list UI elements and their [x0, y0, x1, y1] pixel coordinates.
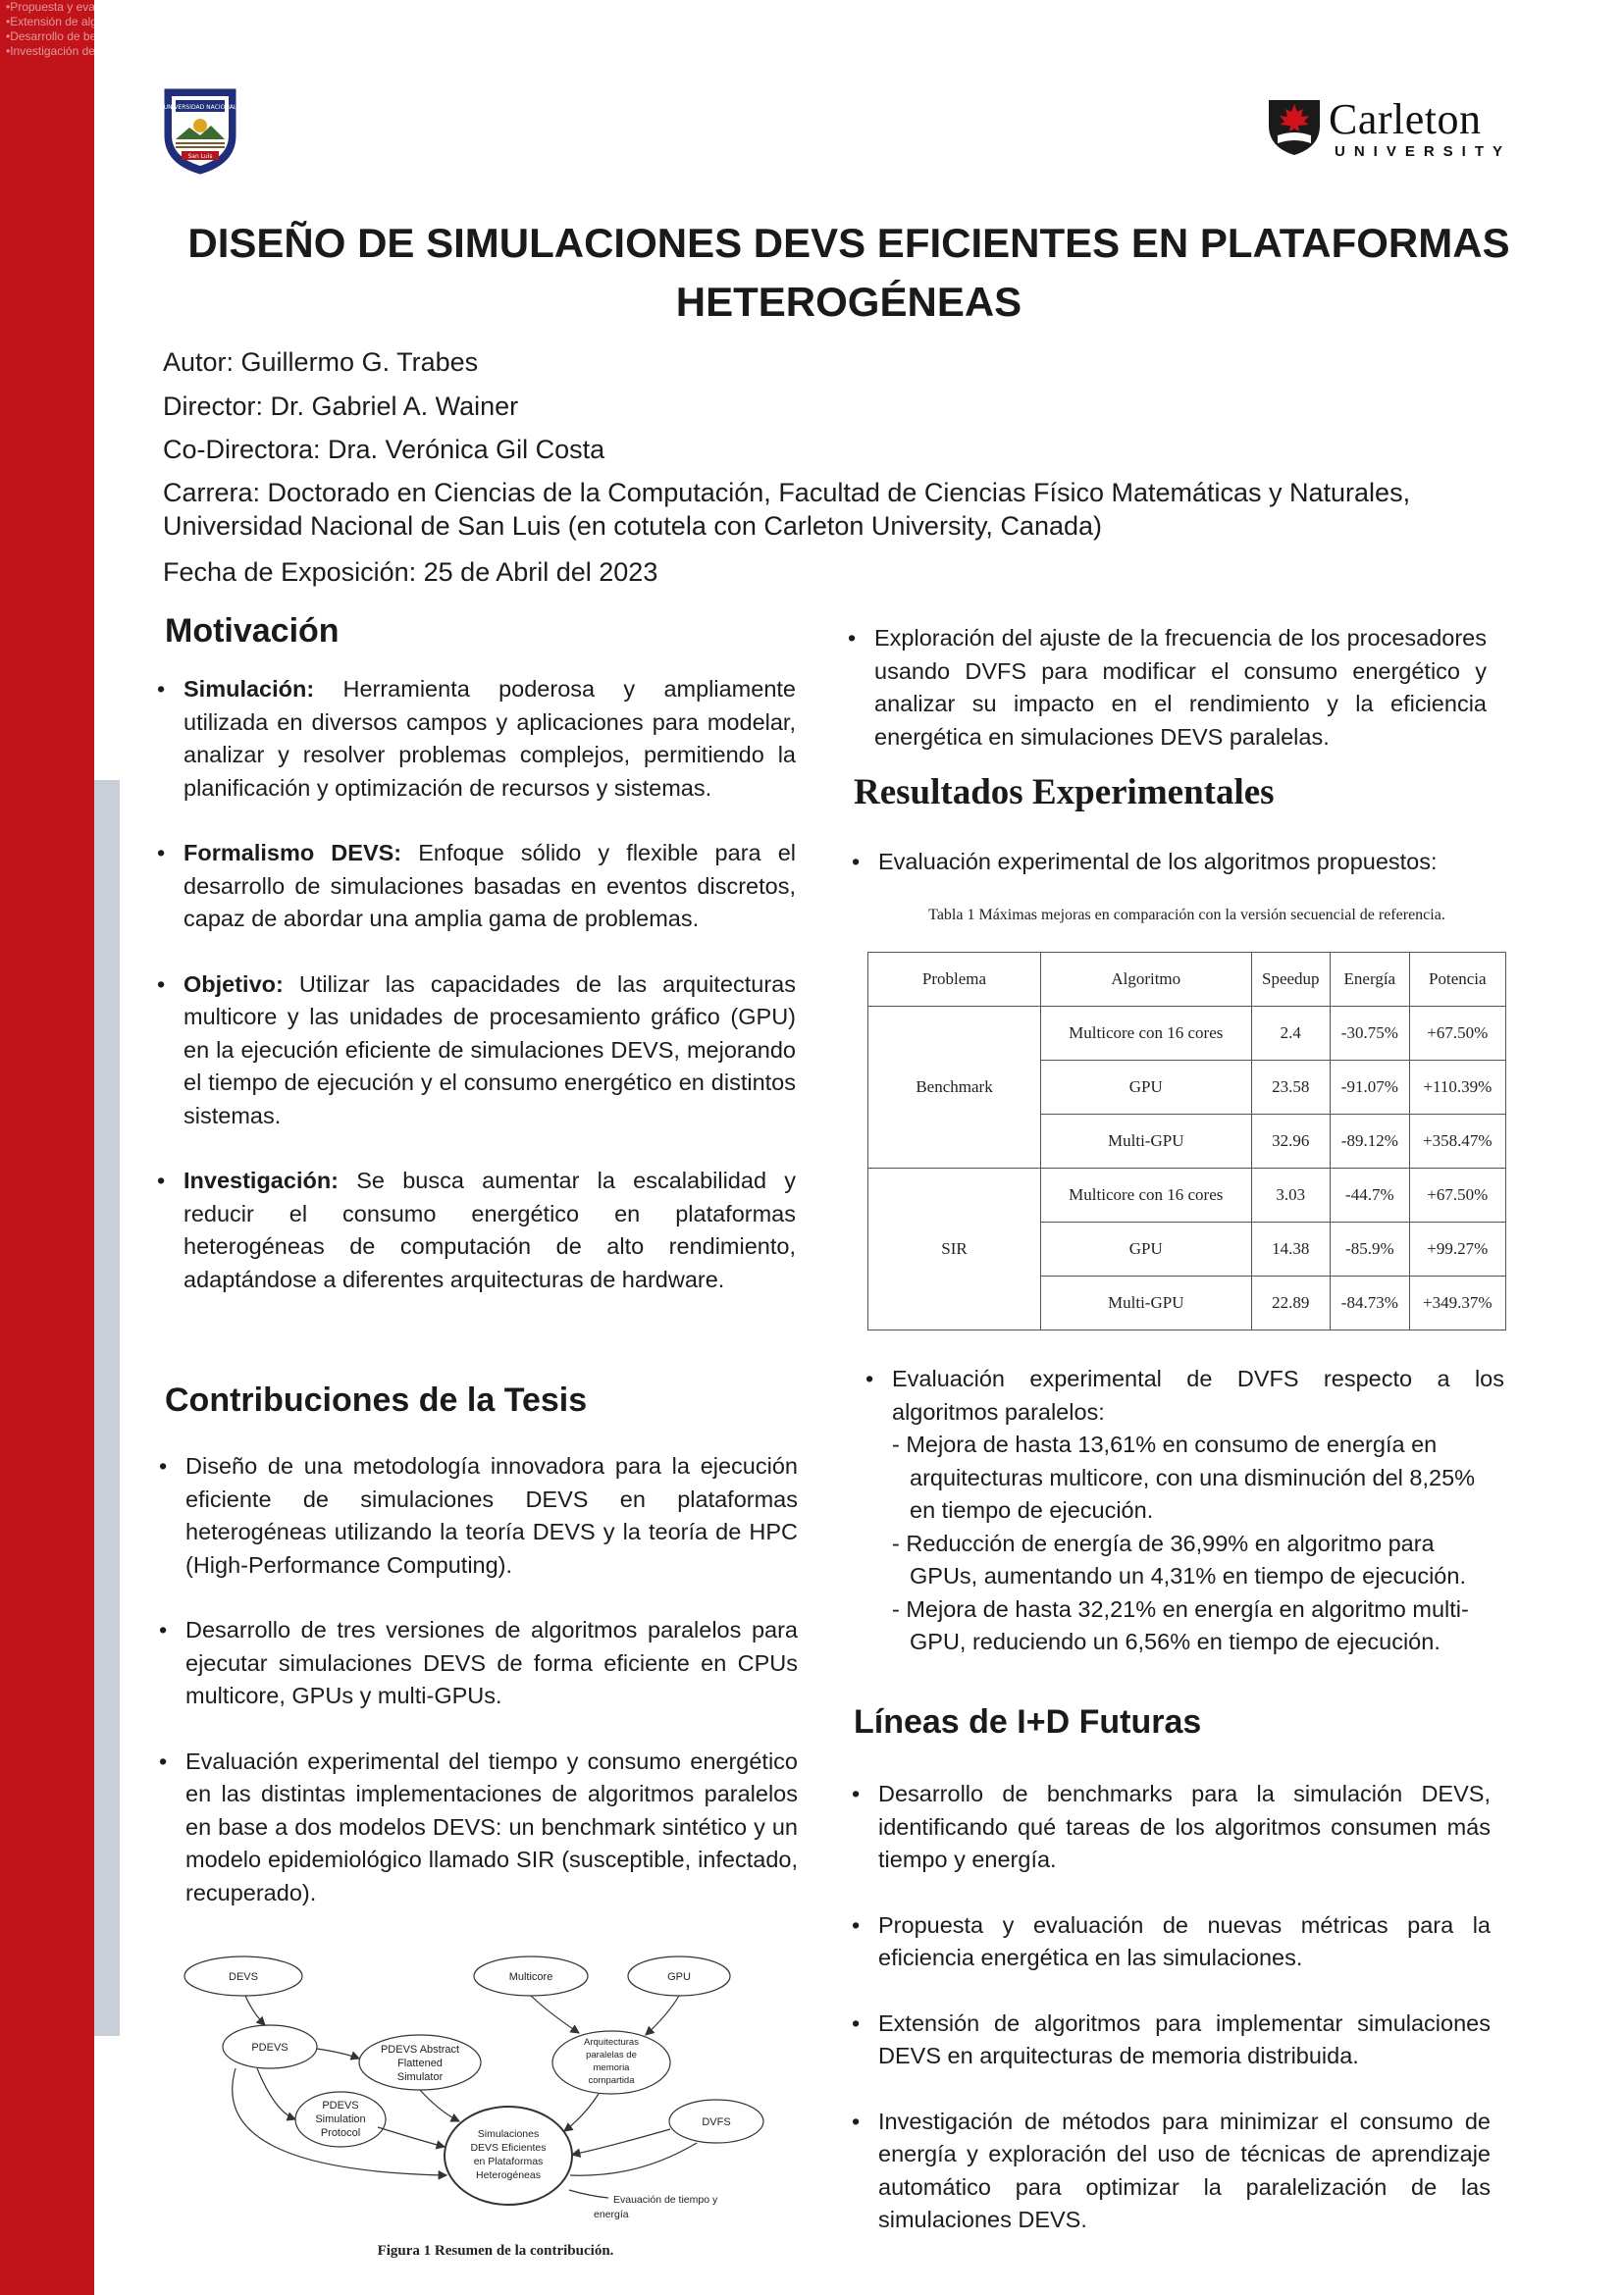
- sub-item: - Mejora de hasta 32,21% en energía en algoritmo multi-GPU, reduciendo un 6,56% en tiempo de ejecución.: [892, 1595, 1469, 1654]
- unsl-ribbon-text: UNIVERSIDAD NACIONAL: [163, 104, 237, 111]
- table-cell: 32.96: [1251, 1115, 1331, 1169]
- sub-item: - Mejora de hasta 13,61% en consumo de energía en arquitecturas multicore, con una disminución del 8,25% en tiempo de ejecución.: [892, 1432, 1476, 1523]
- contribution-diagram: [177, 1955, 814, 2249]
- results-table: [867, 952, 1506, 1330]
- item-term: Formalismo DEVS:: [183, 840, 402, 865]
- futuras-heading: Líneas de I+D Futuras: [854, 1703, 1202, 1741]
- table-group-cell: Benchmark: [868, 1007, 1041, 1169]
- table-cell: Multicore con 16 cores: [1041, 1169, 1251, 1223]
- node-abstract-label-1: PDEVS Abstract: [380, 2044, 460, 2056]
- node-gpu-label: GPU: [667, 1971, 691, 1983]
- list-item: [163, 968, 796, 1133]
- table-cell: +349.37%: [1409, 1277, 1505, 1330]
- left-gray-accent-bar: [94, 780, 120, 2036]
- list-item: • Desarrollo de benchmarks para la simulación DEVS, identificando qué tareas de los algoritmos consumen más tiempo y energía.: [858, 1778, 1491, 1877]
- director-line: Director: Dr. Gabriel A. Wainer: [163, 391, 519, 421]
- carleton-subtitle: UNIVERSITY: [1335, 143, 1512, 160]
- node-abstract-label-3: Simulator: [396, 2071, 444, 2083]
- list-item: • Extensión de algoritmos para implementar simulaciones DEVS en arquitecturas de memoria distribuida.: [858, 2008, 1491, 2073]
- header-ghost-text: [6, 0, 1380, 59]
- list-item: • Evaluación experimental de los algoritmos propuestos:: [858, 846, 1491, 879]
- table-cell: -44.7%: [1331, 1169, 1410, 1223]
- table-group-cell: SIR: [868, 1169, 1041, 1330]
- career-line: [163, 476, 1556, 543]
- futuras-list: [858, 1778, 1491, 2237]
- table-cell: Multi-GPU: [1041, 1277, 1251, 1330]
- item-term: Objetivo:: [183, 970, 284, 997]
- career-line-1: Carrera: Doctorado en Ciencias de la Computación, Facultad de Ciencias Físico Matemáticas y Naturales,: [163, 478, 1411, 507]
- table-cell: GPU: [1041, 1061, 1251, 1115]
- sub-item: - Reducción de energía de 36,99% en algoritmo para GPUs, aumentando un 4,31% en tiempo de ejecución.: [892, 1530, 1466, 1589]
- unsl-logo: [160, 84, 240, 175]
- node-arq-label-4: compartida: [588, 2075, 635, 2086]
- ghost-line: •Investigación de métodos para minimizar el consumo de energía y exploración del uso de técnicas de aprendizaje automático para optimizar la paralelización de las simulaciones DEVS.: [6, 44, 976, 58]
- table-header-cell: Problema: [868, 953, 1041, 1007]
- item-term: Simulación:: [183, 676, 315, 702]
- item-text: Herramienta poderosa y ampliamente utilizada en diversos campos y aplicaciones para modelar, analizar y resolver problemas complejos, permitiendo la planificación y optimización de recursos y sistemas.: [183, 676, 796, 801]
- table-cell: +110.39%: [1409, 1061, 1505, 1115]
- table-cell: 22.89: [1251, 1277, 1331, 1330]
- table-header-cell: Potencia: [1409, 953, 1505, 1007]
- list-item: [163, 837, 796, 936]
- carleton-wordmark: Carleton: [1329, 95, 1482, 143]
- unsl-bottom-text: San Luis: [187, 153, 213, 160]
- node-arq-label-2: paralelas de: [586, 2050, 637, 2060]
- list-item: • Propuesta y evaluación de nuevas métricas para la eficiencia energética en las simulaciones.: [858, 1909, 1491, 1975]
- left-red-bar: [0, 0, 94, 2295]
- title-line-2: HETEROGÉNEAS: [675, 279, 1022, 325]
- career-line-2: Universidad Nacional de San Luis (en cotutela con Carleton University, Canada): [163, 511, 1103, 541]
- table-cell: -84.73%: [1331, 1277, 1410, 1330]
- node-multicore-label: Multicore: [508, 1971, 553, 1983]
- table-cell: 3.03: [1251, 1169, 1331, 1223]
- ghost-line: •Propuesta y evaluación de nuevas métricas para la eficiencia energética en las simulaciones.: [6, 0, 498, 14]
- node-proto-label-2: Simulation: [315, 2113, 366, 2125]
- codirector-line: Co-Directora: Dra. Verónica Gil Costa: [163, 435, 605, 464]
- item-term: Investigación:: [183, 1168, 340, 1193]
- table-header-row: [868, 953, 1506, 1007]
- node-arq-label-1: Arquitecturas: [584, 2037, 639, 2048]
- table-cell: +67.50%: [1409, 1169, 1505, 1223]
- resultados-list-2: [871, 1363, 1504, 1659]
- list-item: [163, 1165, 796, 1296]
- item-text: Enfoque sólido y flexible para el desarrollo de simulaciones basadas en eventos discretos, capaz de abordar una amplia gama de problemas.: [183, 840, 797, 931]
- item-text: Se busca aumentar la escalabilidad y reducir el consumo energético en plataformas heterogéneas de computación de alto rendimiento, adaptándose a diferentes arquitecturas de hardware.: [183, 1168, 796, 1292]
- poster-title: [157, 214, 1541, 332]
- node-arq-label-3: memoria: [593, 2062, 630, 2073]
- table-cell: +358.47%: [1409, 1115, 1505, 1169]
- node-center-label-4: Heterogéneas: [476, 2169, 541, 2181]
- node-pdevs-label: PDEVS: [251, 2042, 288, 2054]
- carleton-shield-icon: [1266, 96, 1323, 157]
- table-cell: -85.9%: [1331, 1223, 1410, 1277]
- node-proto-label-1: PDEVS: [322, 2100, 359, 2112]
- motivacion-heading: Motivación: [165, 612, 340, 650]
- table-cell: -30.75%: [1331, 1007, 1410, 1061]
- dvfs-list: [854, 622, 1487, 754]
- contribuciones-list: [165, 1450, 798, 1909]
- ghost-line: •Extensión de algoritmos para implementar simulaciones DEVS en arquitecturas de memoria distribuida.: [6, 15, 551, 28]
- carleton-logo: [1266, 96, 1531, 165]
- table-cell: +67.50%: [1409, 1007, 1505, 1061]
- motivacion-list: [163, 673, 796, 1296]
- figure-caption: Figura 1 Resumen de la contribución.: [377, 2243, 614, 2259]
- node-center-label-2: DEVS Eficientes: [470, 2142, 547, 2154]
- table-caption: Tabla 1 Máximas mejoras en comparación con la versión secuencial de referencia.: [928, 907, 1445, 923]
- resultados-heading: Resultados Experimentales: [854, 772, 1275, 812]
- table-cell: 2.4: [1251, 1007, 1331, 1061]
- list-item: • Evaluación experimental del tiempo y consumo energético en las distintas implementaciones de algoritmos paralelos en base a dos modelos DEVS: un benchmark sintético y un modelo epidemiológico llamado SIR (susceptible, infectado, recuperado).: [165, 1746, 798, 1910]
- list-item: • Diseño de una metodología innovadora para la ejecución eficiente de simulaciones DEVS en plataformas heterogéneas utilizando la teoría DEVS y la teoría de HPC (High-Performance Computing).: [165, 1450, 798, 1582]
- table-cell: -91.07%: [1331, 1061, 1410, 1115]
- table-cell: Multi-GPU: [1041, 1115, 1251, 1169]
- item-text: Utilizar las capacidades de las arquitecturas multicore y las unidades de procesamiento gráfico (GPU) en la ejecución eficiente de simulaciones DEVS, mejorando el tiempo de ejecución y el consumo energético en distintos sistemas.: [183, 970, 796, 1128]
- date-line: Fecha de Exposición: 25 de Abril del 2023: [163, 557, 658, 587]
- table-row: [868, 1007, 1506, 1061]
- title-line-1: DISEÑO DE SIMULACIONES DEVS EFICIENTES EN PLATAFORMAS: [187, 220, 1510, 266]
- node-abstract-label-2: Flattened: [397, 2058, 443, 2069]
- table-cell: 23.58: [1251, 1061, 1331, 1115]
- table-row: [868, 1169, 1506, 1223]
- table-cell: GPU: [1041, 1223, 1251, 1277]
- eval-label-1: Evauación de tiempo y: [613, 2194, 718, 2206]
- node-devs-label: DEVS: [229, 1971, 258, 1983]
- list-item: • Exploración del ajuste de la frecuencia de los procesadores usando DVFS para modificar el consumo energético y analizar su impacto en el rendimiento y la eficiencia energética en simulaciones DEVS paralelas.: [854, 622, 1487, 754]
- node-center-label-3: en Plataformas: [473, 2156, 544, 2167]
- table-header-cell: Speedup: [1251, 953, 1331, 1007]
- list-item: [871, 1363, 1504, 1659]
- table-cell: -89.12%: [1331, 1115, 1410, 1169]
- node-center-label-1: Simulaciones: [477, 2128, 540, 2140]
- table-header-cell: Energía: [1331, 953, 1410, 1007]
- node-proto-label-3: Protocol: [320, 2127, 361, 2139]
- list-item: • Desarrollo de tres versiones de algoritmos paralelos para ejecutar simulaciones DEVS de forma eficiente en CPUs multicore, GPUs y multi-GPUs.: [165, 1614, 798, 1713]
- contribuciones-heading: Contribuciones de la Tesis: [165, 1382, 588, 1419]
- table-header-cell: Algoritmo: [1041, 953, 1251, 1007]
- ghost-line: •Desarrollo de benchmarks para la simulación DEVS, identificando qué tareas de los algoritmos consumen más tiempo y energía.: [6, 29, 683, 43]
- table-cell: Multicore con 16 cores: [1041, 1007, 1251, 1061]
- list-item: [163, 673, 796, 805]
- author-line: Autor: Guillermo G. Trabes: [163, 347, 479, 377]
- item-text: Evaluación experimental de DVFS respecto a los algoritmos paralelos:: [892, 1366, 1504, 1425]
- eval-label-2: energía: [594, 2209, 629, 2220]
- table-cell: 14.38: [1251, 1223, 1331, 1277]
- list-item: • Investigación de métodos para minimizar el consumo de energía y exploración del uso de técnicas de aprendizaje automático para optimizar la paralelización de las simulaciones DEVS.: [858, 2106, 1491, 2237]
- node-dvfs-label: DVFS: [702, 2116, 731, 2128]
- table-cell: +99.27%: [1409, 1223, 1505, 1277]
- resultados-list-1: [858, 846, 1491, 879]
